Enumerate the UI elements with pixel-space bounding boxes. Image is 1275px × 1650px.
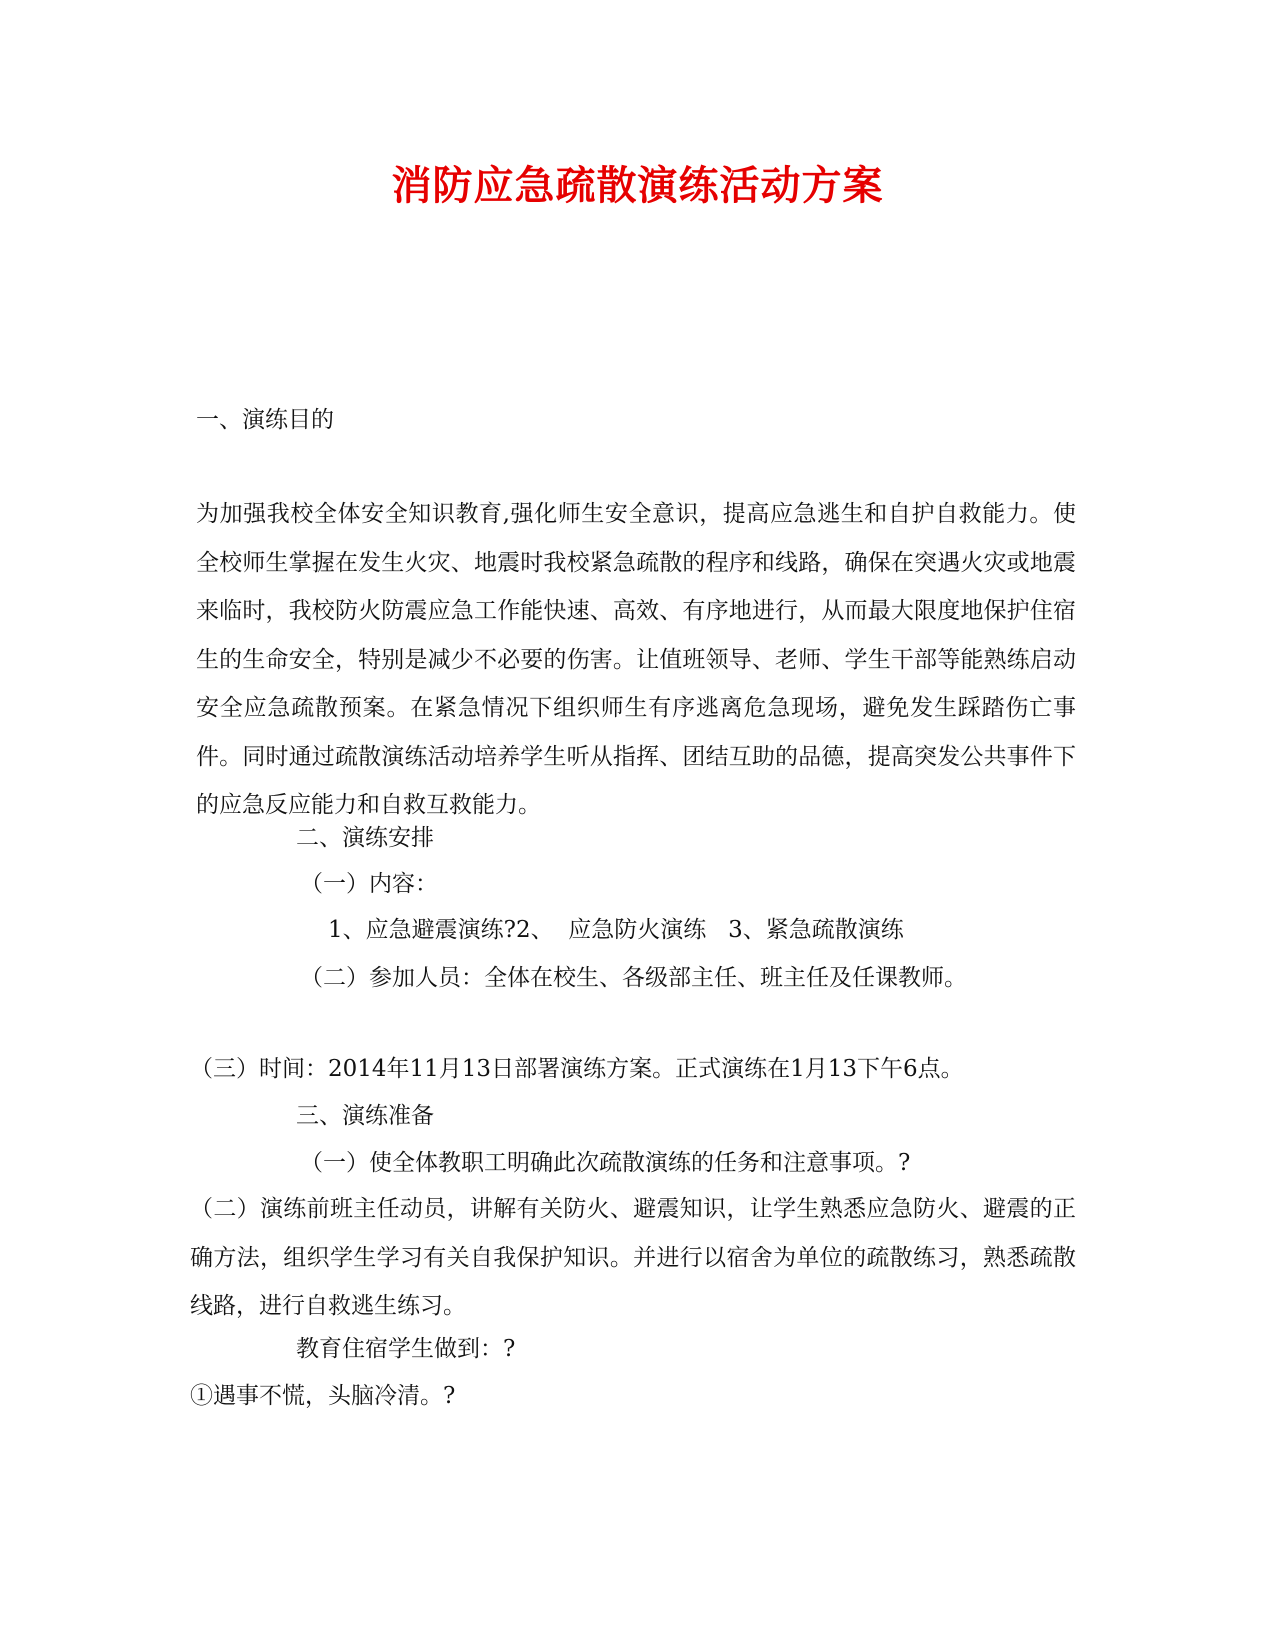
preparation-item-1: （一）使全体教职工明确此次疏散演练的任务和注意事项。? <box>300 1150 911 1176</box>
document-title: 消防应急疏散演练活动方案 <box>391 162 884 209</box>
preparation-item-2: （二）演练前班主任动员，讲解有关防火、避震知识，让学生熟悉应急防火、避震的正确方法，组织学生学习有关自我保护知识。并进行以宿舍为单位的疏散练习，熟悉疏散线路，进行自救逃生练习。 <box>190 1196 1076 1319</box>
participants-line: （二）参加人员：全体在校生、各级部主任、班主任及任课教师。 <box>300 965 967 991</box>
section-heading-purpose: 一、演练目的 <box>196 407 334 433</box>
time-line: （三）时间：2014年11月13日部署演练方案。正式演练在1月13下午6点。 <box>190 1056 964 1082</box>
education-item-1: ①遇事不慌，头脑冷清。? <box>190 1383 456 1409</box>
drill-items: 1、应急避震演练?2、 应急防火演练 3、紧急疏散演练 <box>328 917 904 943</box>
paragraph-purpose: 为加强我校全体安全知识教育,强化师生安全意识，提高应急逃生和自护自救能力。使全校师生掌握在发生火灾、地震时我校紧急疏散的程序和线路，确保在突遇火灾或地震来临时，我校防火防震应急工作能快速、高效、有序地进行，从而最大限度地保护住宿生的生命安全，特别是减少不必要的伤害。让值班领导、老师、学生干部等能熟练启动安全应急疏散预案。在紧急情况下组织师生有序逃离危急现场，避免发生踩踏伤亡事件。同时通过疏散演练活动培养学生听从指挥、团结互助的品德，提高突发公共事件下的应急反应能力和自救互救能力。 <box>196 501 1076 818</box>
subheading-content: （一）内容： <box>300 871 438 897</box>
education-heading: 教育住宿学生做到：? <box>296 1336 516 1362</box>
section-heading-preparation: 三、演练准备 <box>296 1103 434 1129</box>
section-heading-arrangement: 二、演练安排 <box>296 825 434 851</box>
